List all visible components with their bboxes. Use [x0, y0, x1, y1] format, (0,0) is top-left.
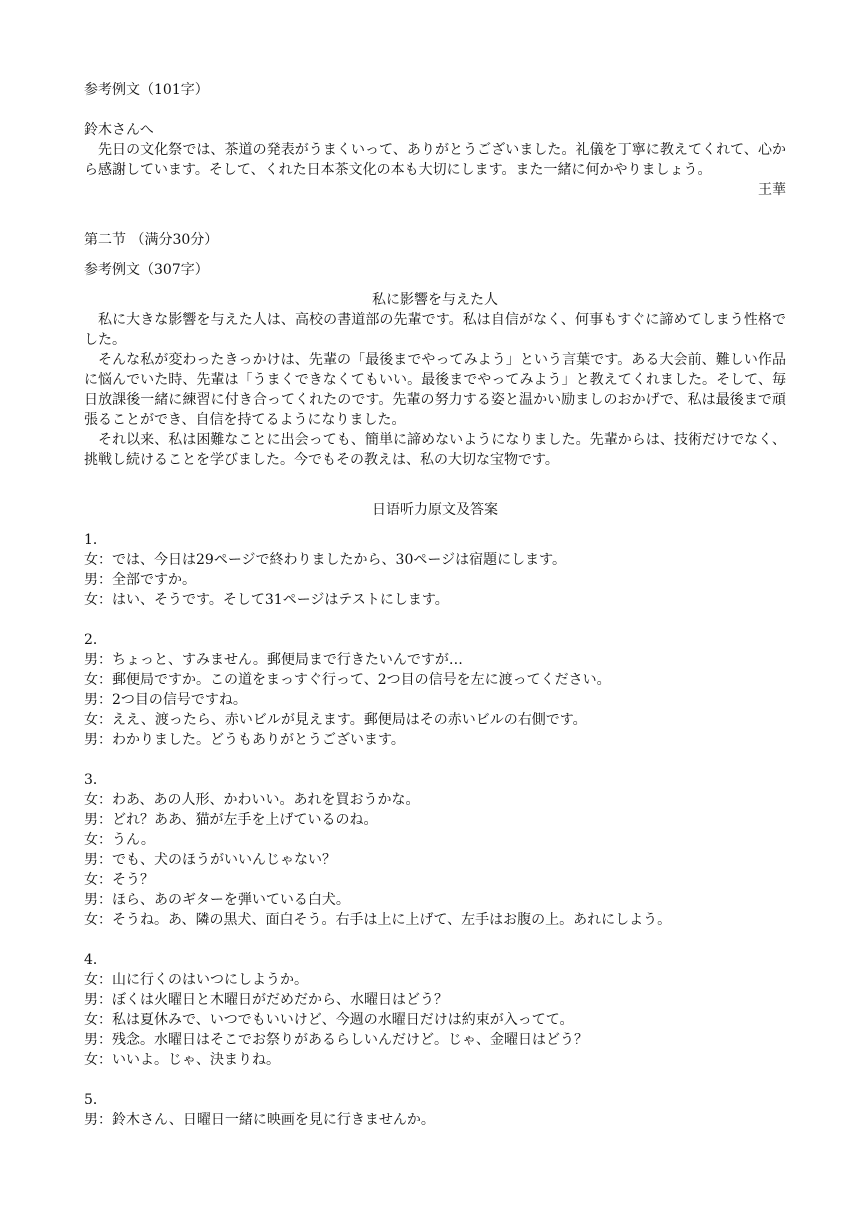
dialog-line: 女：山に行くのはいつにしようか。 — [84, 972, 308, 988]
letter-signature: 王華 — [758, 182, 786, 198]
dialog-line: 男：ほら、あのギターを弾いている白犬。 — [84, 892, 350, 908]
essay-body — [84, 310, 786, 470]
dialog-line: 女：わあ、あの人形、かわいい。あれを買おうかな。 — [84, 792, 420, 808]
dialog-line: 男：でも、犬のほうがいいんじゃない？ — [84, 852, 336, 868]
dialog-line: 女：そう？ — [84, 872, 154, 888]
dialog-item — [84, 950, 786, 1070]
dialog-line: 男：どれ？ああ、猫が左手を上げているのね。 — [84, 812, 378, 828]
dialog-line: 男：残念。水曜日はそこでお祭りがあるらしいんだけど。じゃ、金曜日はどう？ — [84, 1032, 588, 1048]
dialog-number: 1． — [84, 532, 107, 548]
dialog-item — [84, 530, 786, 610]
letter-body-block — [84, 140, 786, 180]
dialog-line: 男：わかりました。どうもありがとうございます。 — [84, 732, 405, 748]
essay-paragraph: それ以来、私は困難なことに出会っても、簡単に諦めないようになりました。先輩からは、技術だけでなく、挑戦し続けることを学びました。今でもその教えは、私の大切な宝物です。 — [84, 432, 786, 468]
dialog-line: 男：ぼくは火曜日と木曜日がだめだから、水曜日はどう？ — [84, 992, 448, 1008]
dialog-line: 女：では、今日は29ページで終わりましたから、30ページは宿題にします。 — [84, 552, 566, 568]
dialog-line: 女：はい、そうです。そして31ページはテストにします。 — [84, 592, 449, 608]
dialog-line: 男：全部ですか。 — [84, 572, 196, 588]
essay-title: 私に影響を与えた人 — [372, 292, 498, 308]
dialog-line: 女：そうね。あ、隣の黒犬、面白そう。右手は上に上げて、左手はお腹の上。あれにしよう。 — [84, 912, 672, 928]
dialog-line: 女：ええ、渡ったら、赤いビルが見えます。郵便局はその赤いビルの右側です。 — [84, 712, 587, 728]
dialog-number: 3． — [84, 772, 107, 788]
section2-heading: 第二节 （满分30分） — [84, 232, 219, 248]
dialog-line: 女：私は夏休みで、いつでもいいけど、今週の水曜日だけは約束が入ってて。 — [84, 1012, 574, 1028]
dialog-line: 男：ちょっと、すみません。郵便局まで行きたいんですが… — [84, 652, 463, 668]
dialog-line: 男：2つ目の信号ですね。 — [84, 692, 247, 708]
dialog-line: 女：郵便局ですか。この道をまっすぐ行って、2つ目の信号を左に渡ってください。 — [84, 672, 611, 688]
essay-paragraph: 私に大きな影響を与えた人は、高校の書道部の先輩です。私は自信がなく、何事もすぐに諦めてしまう性格でした。 — [84, 312, 786, 348]
dialog-number: 2． — [84, 632, 107, 648]
dialog-item — [84, 630, 786, 750]
dialog-line: 女：いいよ。じゃ、決まりね。 — [84, 1052, 280, 1068]
letter-greeting: 鈴木さんへ — [84, 122, 154, 138]
listening-title: 日语听力原文及答案 — [372, 502, 498, 518]
dialog-item — [84, 770, 786, 930]
section2-subheading: 参考例文（307字） — [84, 262, 209, 278]
dialog-line: 男：鈴木さん、日曜日一緒に映画を見に行きませんか。 — [84, 1112, 435, 1128]
dialog-line: 女：うん。 — [84, 832, 155, 848]
essay-paragraph: そんな私が変わったきっかけは、先輩の「最後までやってみよう」という言葉です。ある大会前、難しい作品に悩んでいた時、先輩は「うまくできなくてもいい。最後までやってみよう」と教えてくれました。そして、毎日放課後一緒に練習に付き合ってくれたのです。先輩の努力する姿と温かい励ましのおかげで、私は最後まで頑張ることができ、自信を持てるようになりました。 — [84, 352, 786, 428]
dialog-number: 4． — [84, 952, 107, 968]
section1-heading: 参考例文（101字） — [84, 82, 209, 98]
dialog-item — [84, 1090, 786, 1130]
dialog-number: 5． — [84, 1092, 107, 1108]
letter-body: 先日の文化祭では、茶道の発表がうまくいって、ありがとうございました。礼儀を丁寧に教えてくれて、心から感謝しています。そして、くれた日本茶文化の本も大切にします。また一緒に何かやりましょう。 — [84, 142, 786, 178]
